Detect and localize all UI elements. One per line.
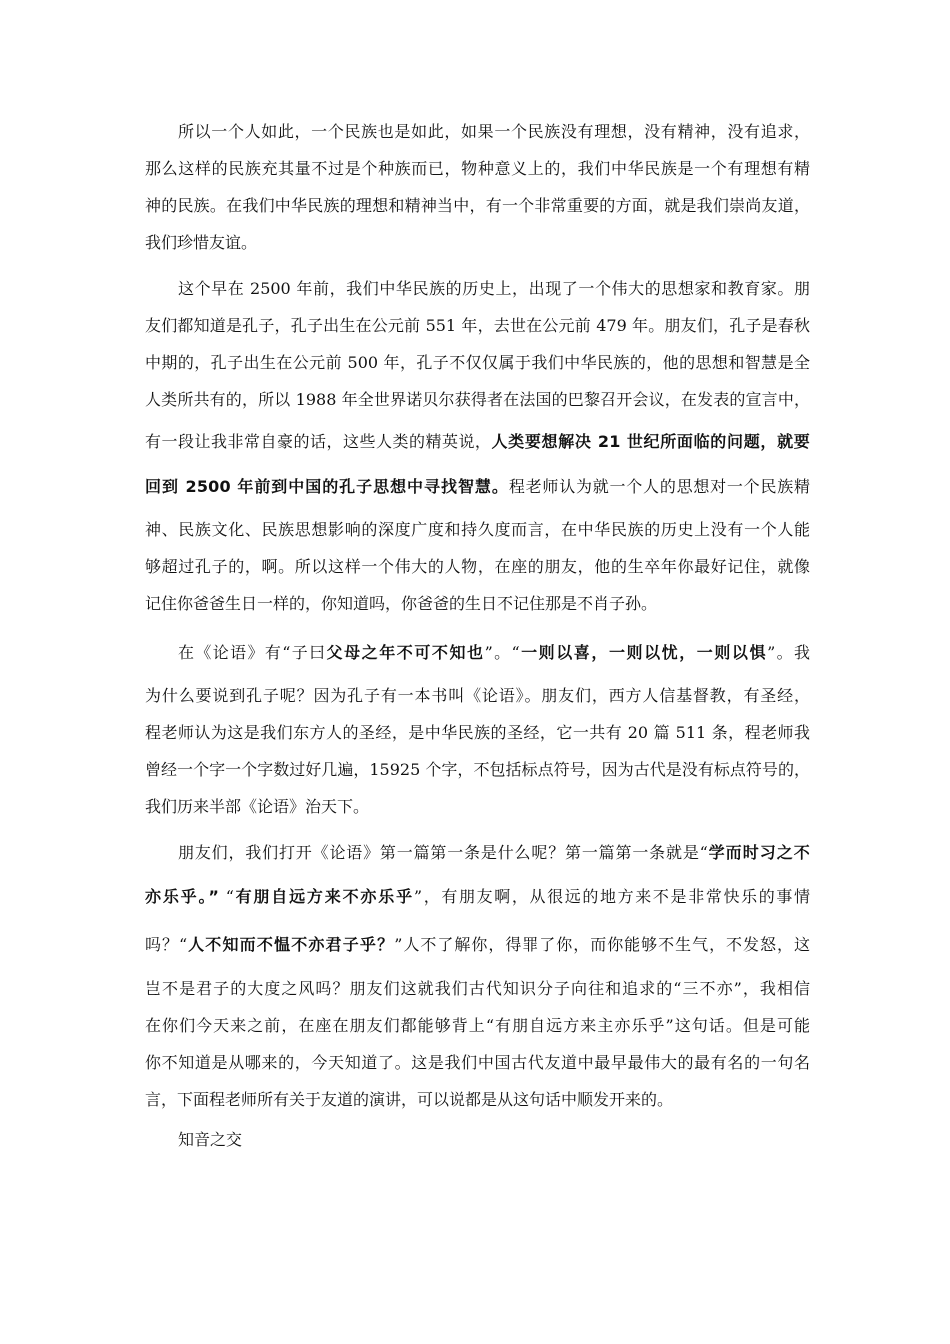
text-run: 人类所共有的，所以 1988 年全世界诺贝尔获得者在法国的巴黎召开会议，在发表的宣言中， bbox=[145, 390, 810, 409]
text-run: 曾经一个字一个字数过好几遍，15925 个字，不包括标点符号，因为古代是没有标点符号的， bbox=[145, 760, 810, 779]
text-line bbox=[145, 231, 810, 255]
text-line bbox=[178, 120, 810, 144]
text-run: 所以一个人如此，一个民族也是如此，如果一个民族没有理想，没有精神，没有追求， bbox=[178, 122, 810, 141]
text-line bbox=[145, 977, 810, 1001]
text-line bbox=[145, 430, 810, 454]
text-line bbox=[145, 1088, 810, 1112]
text-line bbox=[145, 475, 810, 499]
text-run: 在《论语》有“子曰 bbox=[178, 643, 327, 662]
text-run: 这个早在 2500 年前，我们中华民族的历史上，出现了一个伟大的思想家和教育家。朋 bbox=[178, 279, 810, 298]
text-run: ”。“ bbox=[484, 643, 520, 662]
text-line bbox=[145, 157, 810, 181]
text-run: 神的民族。在我们中华民族的理想和精神当中，有一个非常重要的方面，就是我们崇尚友道， bbox=[145, 196, 810, 215]
text-line bbox=[145, 194, 810, 218]
text-run: 那么这样的民族充其量不过是个种族而已，物种意义上的，我们中华民族是一个有理想有精 bbox=[145, 159, 810, 178]
text-run: 记住你爸爸生日一样的，你知道吗，你爸爸的生日不记住那是不肖子孙。 bbox=[145, 594, 658, 613]
bold-text-run: 亦乐乎。” bbox=[145, 887, 220, 906]
text-line bbox=[145, 1014, 810, 1038]
text-line bbox=[178, 641, 810, 665]
bold-text-run: 人类要想解决 21 世纪所面临的问题，就要 bbox=[491, 432, 810, 451]
text-line bbox=[145, 721, 810, 745]
text-run: ”。我 bbox=[767, 643, 810, 662]
bold-text-run: 父母之年不可不知也 bbox=[326, 643, 485, 662]
text-run: 为什么要说到孔子呢？因为孔子有一本书叫《论语》。朋友们，西方人信基督教，有圣经， bbox=[145, 686, 810, 705]
text-run: 有一段让我非常自豪的话，这些人类的精英说， bbox=[145, 432, 492, 451]
text-line bbox=[145, 314, 810, 338]
text-line bbox=[145, 518, 810, 542]
text-line bbox=[178, 841, 810, 865]
text-run: 言，下面程老师所有关于友道的演讲，可以说都是从这句话中顺发开来的。 bbox=[145, 1090, 674, 1109]
section-heading: 知音之交 bbox=[178, 1130, 243, 1149]
text-line bbox=[145, 885, 810, 909]
text-run: 友们都知道是孔子，孔子出生在公元前 551 年，去世在公元前 479 年。朋友们，孔子是春秋 bbox=[145, 316, 810, 335]
text-run: 中期的，孔子出生在公元前 500 年，孔子不仅仅属于我们中华民族的，他的思想和智慧是全 bbox=[145, 353, 810, 372]
text-run: 岂不是君子的大度之风吗？朋友们这就我们古代知识分子向往和追求的“三不亦”，我相信 bbox=[145, 979, 810, 998]
bold-text-run: 一则以喜，一则以忧，一则以惧 bbox=[519, 643, 768, 662]
text-run: 我们历来半部《论语》治天下。 bbox=[145, 797, 370, 816]
text-line bbox=[178, 277, 810, 301]
text-line bbox=[145, 592, 810, 616]
text-line bbox=[145, 684, 810, 708]
text-line bbox=[145, 933, 810, 957]
text-run: 你不知道是从哪来的，今天知道了。这是我们中国古代友道中最早最伟大的最有名的一句名 bbox=[145, 1053, 810, 1072]
bold-text-run: 学而时习之不 bbox=[707, 843, 810, 862]
text-line bbox=[145, 795, 810, 819]
text-line bbox=[145, 758, 810, 782]
bold-text-run: 回到 2500 年前到中国的孔子思想中寻找智慧。 bbox=[145, 477, 509, 496]
text-run: ”人不了解你，得罪了你，而你能够不生气，不发怒，这 bbox=[394, 935, 810, 954]
bold-text-run: 人不知而不愠不亦君子乎？ bbox=[187, 935, 395, 954]
text-line bbox=[145, 555, 810, 579]
text-run: 在你们今天来之前，在座在朋友们都能够背上“有朋自远方来主亦乐乎”这句话。但是可能 bbox=[145, 1016, 810, 1035]
text-run: “ bbox=[219, 887, 234, 906]
text-run: 吗？“ bbox=[145, 935, 188, 954]
text-line bbox=[145, 388, 810, 412]
text-run: 程老师认为这是我们东方人的圣经，是中华民族的圣经，它一共有 20 篇 511 条，程老师我 bbox=[145, 723, 810, 742]
text-run: 朋友们，我们打开《论语》第一篇第一条是什么呢？第一篇第一条就是“ bbox=[178, 843, 708, 862]
bold-text-run: 有朋自远方来不亦乐乎 bbox=[233, 887, 414, 906]
text-run: 够超过孔子的，啊。所以这样一个伟大的人物，在座的朋友，他的生卒年你最好记住，就像 bbox=[145, 557, 810, 576]
text-line bbox=[145, 1051, 810, 1075]
text-line bbox=[145, 351, 810, 375]
text-run: 神、民族文化、民族思想影响的深度广度和持久度而言，在中华民族的历史上没有一个人能 bbox=[145, 520, 810, 539]
text-run: 程老师认为就一个人的思想对一个民族精 bbox=[508, 477, 810, 496]
text-run: ”，有朋友啊，从很远的地方来不是非常快乐的事情 bbox=[413, 887, 810, 906]
text-run: 我们珍惜友谊。 bbox=[145, 233, 258, 252]
